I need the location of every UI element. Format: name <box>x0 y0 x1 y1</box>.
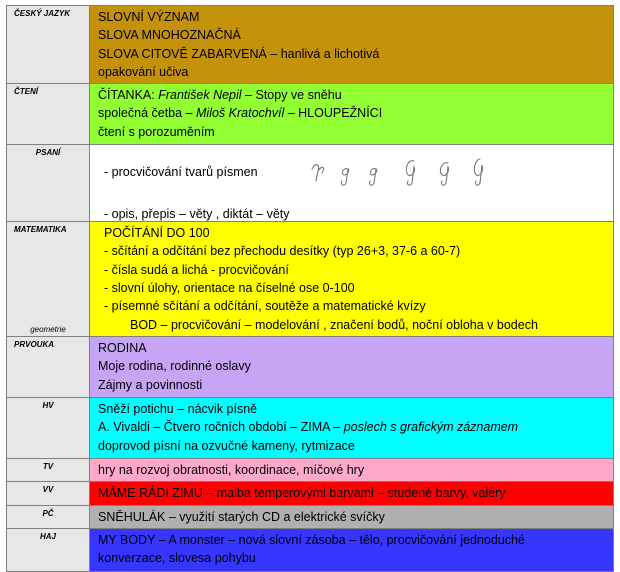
row-cteni <box>7 84 614 145</box>
content-cell <box>90 6 614 84</box>
subject-sublabel: geometrie <box>30 325 66 335</box>
subject-label: HAJ <box>39 532 56 542</box>
subject-cell <box>7 459 90 482</box>
row-hv <box>7 398 614 459</box>
content-line: Moje rodina, rodinné oslavy <box>98 359 251 374</box>
subject-label: VV <box>42 485 54 495</box>
content-line <box>98 104 613 122</box>
content-line: - slovní úlohy, orientace na číselné ose 0-100 <box>104 281 355 296</box>
content-line: čtení s porozuměním <box>98 124 215 139</box>
text: společná četba – <box>98 106 196 121</box>
content-line: SLOVA MNOHOZNAČNÁ <box>98 28 241 43</box>
content-line: - písemné sčítání a odčítání, soutěže a matematické kvízy <box>104 299 426 314</box>
content-line: Zájmy a povinnosti <box>98 377 203 392</box>
row-vv <box>7 482 614 505</box>
text: – Stopy ve sněhu <box>241 88 342 103</box>
content-line: - procvičování tvarů písmen <box>104 165 258 180</box>
text: – HLOUPEŽNÍCI <box>284 106 383 121</box>
content-line: opakování učiva <box>98 64 189 79</box>
content-line: BOD – procvičování – modelování , značení bodů, noční obloha v bodech <box>130 317 538 332</box>
subject-label: PSANÍ <box>35 148 61 158</box>
handwriting-sample-image <box>310 157 510 187</box>
content-line: doprovod písní na ozvučné kameny, rytmizace <box>98 438 355 453</box>
subject-label: HV <box>42 401 54 411</box>
subject-label: PČ <box>42 508 54 518</box>
author-name: František Nepil <box>158 88 242 103</box>
content-cell <box>90 145 614 222</box>
content-line: POČÍTÁNÍ DO 100 <box>104 226 210 241</box>
row-matematika <box>7 222 614 337</box>
subject-label: ČESKÝ JAZYK <box>14 9 71 18</box>
text: ČÍTANKA: <box>98 88 159 103</box>
content-line: konverzace, slovesa pohybu <box>98 551 256 566</box>
content-line: - opis, přepis – věty , diktát – věty <box>104 207 290 222</box>
author-name: Miloš Kratochvíl <box>196 106 285 121</box>
subject-label: MATEMATIKA <box>14 225 67 235</box>
subject-cell <box>7 145 90 222</box>
content-cell <box>90 505 614 528</box>
content-line: SLOVA CITOVĚ ZABARVENÁ – hanlivá a lichotivá <box>98 46 380 61</box>
subject-cell <box>7 84 90 145</box>
italic-text: poslech s grafickým záznamem <box>343 420 519 435</box>
content-line: RODINA <box>98 341 147 356</box>
content-line: MY BODY – A monster – nová slovní zásoba – tělo, procvičování jednoduché <box>98 533 525 548</box>
content-cell <box>90 529 614 572</box>
content-line: SNĚHULÁK – využití starých CD a elektrické svíčky <box>98 509 385 524</box>
subject-label: ČTENÍ <box>14 87 38 97</box>
content-line: - čísla sudá a lichá - procvičování <box>104 262 289 277</box>
subject-cell <box>7 222 90 337</box>
row-psani <box>7 145 614 222</box>
text: A. Vivaldi – Čtvero ročních období – ZIMA – <box>98 420 344 435</box>
content-cell <box>90 459 614 482</box>
content-cell <box>90 482 614 505</box>
row-cesky-jazyk <box>7 6 614 84</box>
content-cell <box>90 337 614 398</box>
content-cell <box>90 222 614 337</box>
subject-cell <box>7 6 90 84</box>
subject-cell <box>7 398 90 459</box>
content-cell <box>90 398 614 459</box>
row-tv <box>7 459 614 482</box>
content-line: - sčítání a odčítání bez přechodu desítky (typ 26+3, 37-6 a 60-7) <box>104 244 461 259</box>
subject-cell <box>7 529 90 572</box>
content-cell <box>90 84 614 145</box>
content-line <box>98 86 613 104</box>
weekly-plan-table <box>6 5 614 572</box>
subject-cell <box>7 337 90 398</box>
content-line <box>98 418 613 436</box>
row-prvouka <box>7 337 614 398</box>
subject-cell <box>7 505 90 528</box>
content-line: MÁME RÁDI ZIMU – malba temperovými barvami – studené barvy, valéry <box>98 486 506 501</box>
psani-content <box>90 145 613 221</box>
row-pc <box>7 505 614 528</box>
content-line: Sněží potichu – nácvik písně <box>98 402 258 417</box>
subject-cell <box>7 482 90 505</box>
content-line: hry na rozvoj obratnosti, koordinace, míčové hry <box>98 463 365 478</box>
content-line: SLOVNÍ VÝZNAM <box>98 10 200 24</box>
subject-label: PRVOUKA <box>14 340 55 350</box>
row-haj <box>7 529 614 572</box>
subject-label: TV <box>42 462 54 472</box>
